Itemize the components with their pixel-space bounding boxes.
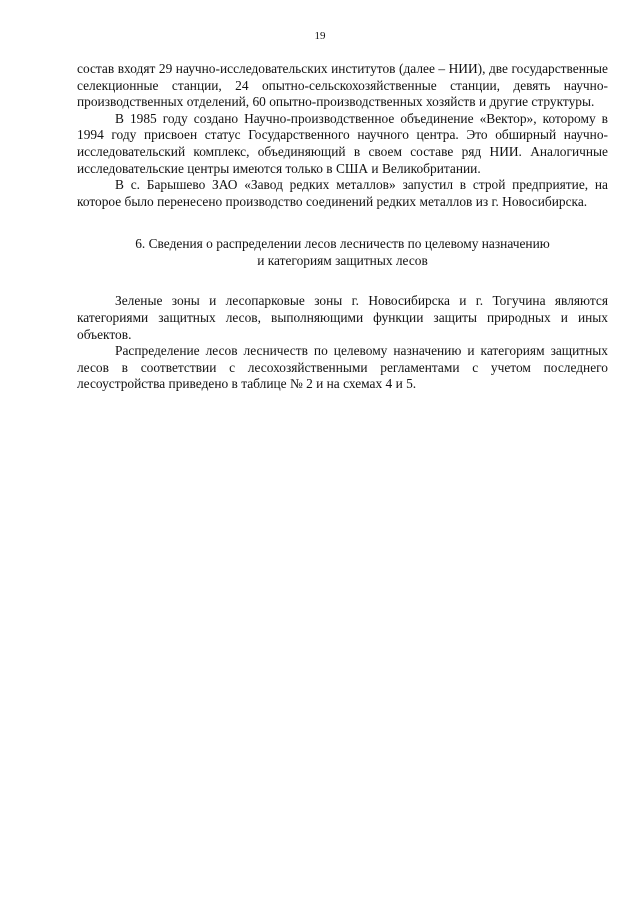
section-heading-line-1: 6. Сведения о распределении лесов лесничеств по целевому назначению	[135, 236, 550, 252]
paragraph-vector: В 1985 году создано Научно-производственное объединение «Вектор», которому в 1994 году присвоен статус Государственного научного центра. Это обширный научно-исследовательский комплекс, объединяющий в своем составе ряд НИИ. Аналогичные исследовательские центры имеются только в США и Великобритании.	[77, 110, 608, 176]
section-heading-line-2: и категориям защитных лесов	[257, 253, 428, 269]
section-heading	[77, 235, 608, 269]
page-number: 19	[314, 30, 326, 42]
paragraph-continued: состав входят 29 научно-исследовательских институтов (далее – НИИ), две государственные селекционные станции, 24 опытно-сельскохозяйственные станции, девять научно-производственных отделений, 60 опытно-производственных хозяйств и другие структуры.	[77, 61, 608, 110]
document-body	[77, 61, 608, 393]
paragraph-distribution: Распределение лесов лесничеств по целевому назначению и категориям защитных лесов в соответствии с лесохозяйственными регламентами с учетом последнего лесоустройства приведено в таблице № 2 и на схемах 4 и 5.	[77, 343, 608, 392]
paragraph-green-zones: Зеленые зоны и лесопарковые зоны г. Новосибирска и г. Тогучина являются категориями защитных лесов, выполняющими функции защиты природных и иных объектов.	[77, 293, 608, 342]
paragraph-baryshevo: В с. Барышево ЗАО «Завод редких металлов» запустил в строй предприятие, на которое было перенесено производство соединений редких металлов из г. Новосибирска.	[77, 177, 608, 209]
